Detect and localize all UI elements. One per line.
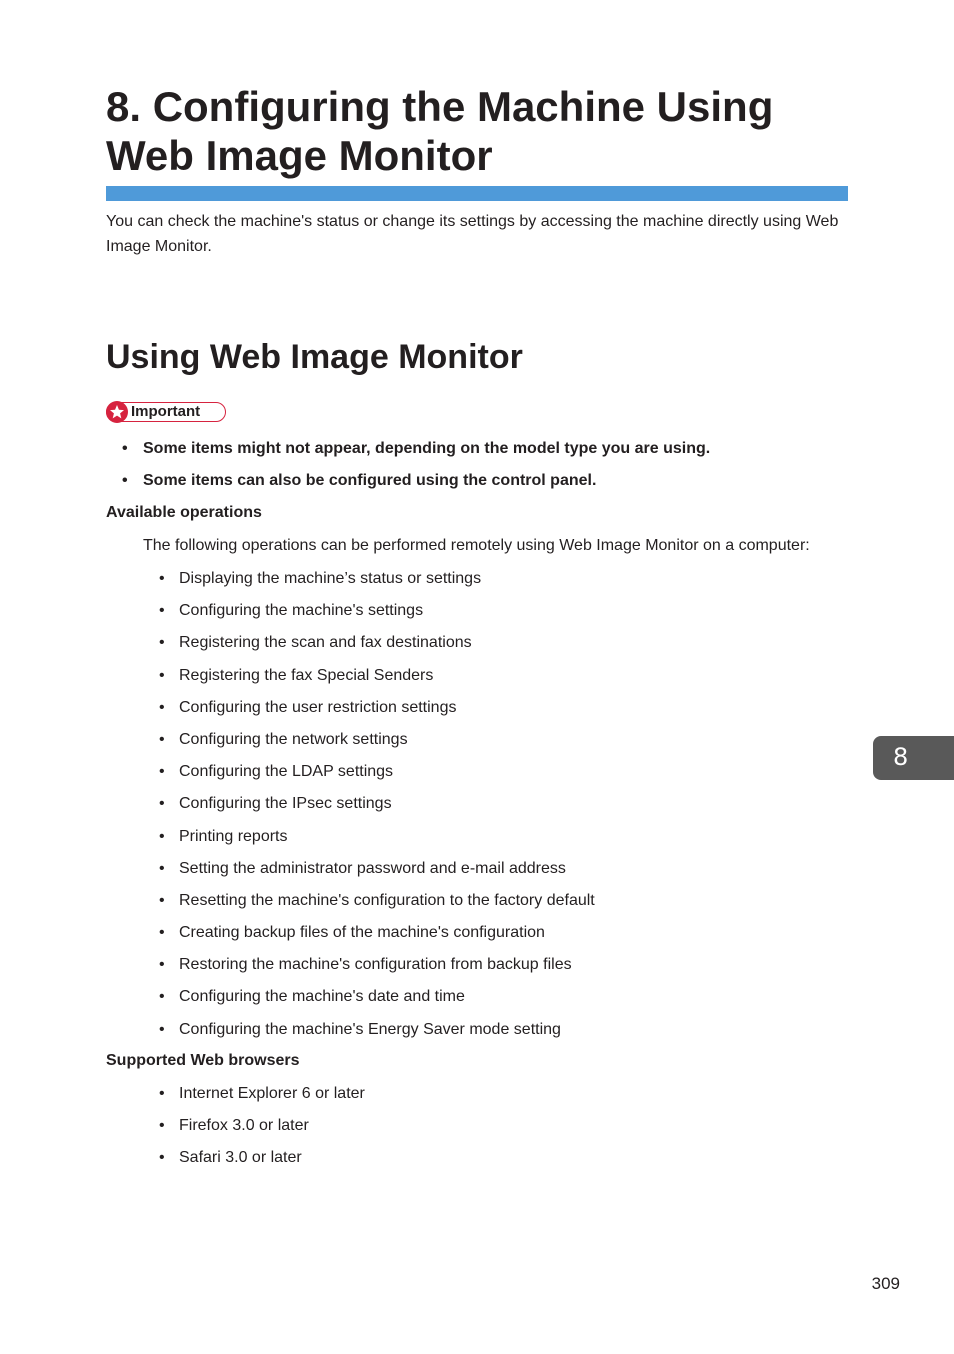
section-title: Using Web Image Monitor bbox=[106, 338, 523, 376]
chapter-intro: You can check the machine's status or change its settings by accessing the machine directly using Web Image Monitor. bbox=[106, 213, 839, 255]
list-item: • Registering the fax Special Senders bbox=[158, 663, 595, 695]
list-item: • Configuring the machine's Energy Saver mode setting bbox=[158, 1017, 595, 1049]
star-icon bbox=[106, 401, 128, 423]
important-item: • Some items can also be configured using the control panel. bbox=[120, 468, 710, 500]
chapter-tab-number: 8 bbox=[893, 743, 909, 771]
chapter-tab bbox=[873, 736, 954, 780]
list-item: • Safari 3.0 or later bbox=[158, 1145, 365, 1177]
important-label: Important bbox=[131, 403, 201, 420]
list-item: • Firefox 3.0 or later bbox=[158, 1113, 365, 1145]
list-item: • Restoring the machine's configuration from backup files bbox=[158, 952, 595, 984]
list-item: • Setting the administrator password and e-mail address bbox=[158, 856, 595, 888]
list-item: • Printing reports bbox=[158, 824, 595, 856]
available-operations-list bbox=[158, 566, 595, 1049]
page-number: 309 bbox=[871, 1274, 900, 1293]
available-operations-description: The following operations can be performed remotely using Web Image Monitor on a computer: bbox=[143, 537, 810, 554]
important-item: • Some items might not appear, depending on the model type you are using. bbox=[120, 436, 710, 468]
chapter-title-bar bbox=[106, 186, 848, 201]
important-list bbox=[120, 436, 710, 500]
supported-browsers-list bbox=[158, 1081, 365, 1178]
list-item: • Configuring the user restriction settings bbox=[158, 695, 595, 727]
list-item: • Configuring the machine's date and time bbox=[158, 984, 595, 1016]
supported-browsers-term: Supported Web browsers bbox=[106, 1052, 300, 1069]
list-item: • Resetting the machine's configuration to the factory default bbox=[158, 888, 595, 920]
important-badge bbox=[106, 402, 226, 422]
list-item: • Configuring the IPsec settings bbox=[158, 791, 595, 823]
available-operations-term: Available operations bbox=[106, 504, 262, 521]
list-item: • Displaying the machine’s status or settings bbox=[158, 566, 595, 598]
list-item: • Configuring the network settings bbox=[158, 727, 595, 759]
chapter-title: 8. Configuring the Machine Using Web Image Monitor bbox=[106, 83, 774, 179]
list-item: • Configuring the machine's settings bbox=[158, 598, 595, 630]
list-item: • Internet Explorer 6 or later bbox=[158, 1081, 365, 1113]
list-item: • Configuring the LDAP settings bbox=[158, 759, 595, 791]
list-item: • Creating backup files of the machine's configuration bbox=[158, 920, 595, 952]
list-item: • Registering the scan and fax destinations bbox=[158, 630, 595, 662]
